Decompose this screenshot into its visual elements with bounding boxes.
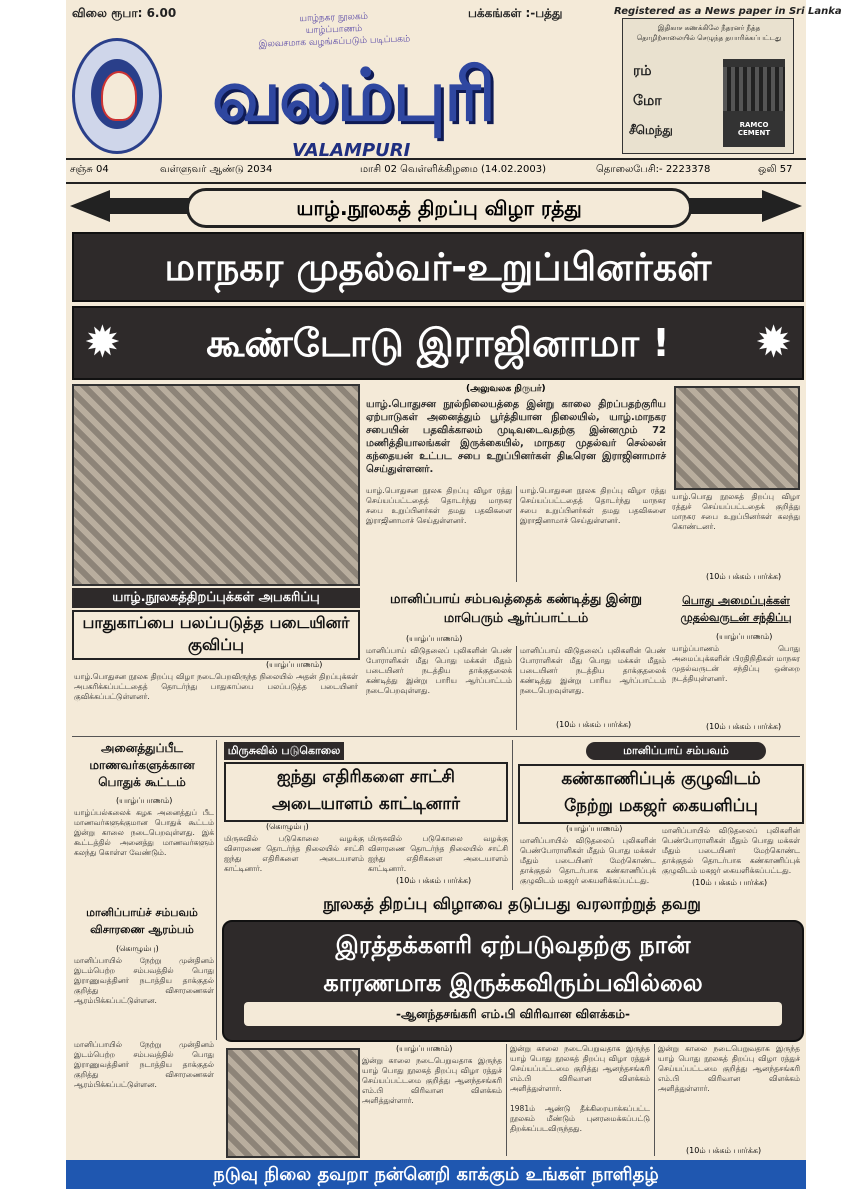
ananda-column-2: இன்று காலை நடைபெறுவதாக இருந்த யாழ் பொது நூலகத் திறப்பு விழா ரத்துச் செய்யப்பட்டமை குறித்து ஆனந்தசங்கரி எம்.பி விரிவான விளக்கம் அளித்துள்ளார். (510, 1044, 650, 1093)
masthead-title: வலம்புரி (211, 52, 494, 137)
price-label: விலை ரூபா: 6.00 (72, 6, 177, 20)
left-arrow-icon (70, 190, 110, 222)
kicker-banner (66, 186, 806, 226)
meeting-byline: (யாழ்ப்பாணம்) (716, 632, 773, 641)
committee-continued: (10ம் பக்கம் பார்க்க) (692, 878, 768, 887)
protest-headline: மானிப்பாய் சம்பவத்தைக் கண்டித்து இன்று மாபெரும் ஆர்ப்பாட்டம் (389, 592, 643, 626)
murder-kicker: மிருசுவில் படுகொலை (224, 742, 344, 760)
sun-icon: ✹ (755, 317, 792, 368)
ananda-portrait (226, 1048, 360, 1158)
murder-column-1: மிருசுவில் படுகொலை வழக்கு விசாரணை தொடர்ந்த நிலையில் சாட்சி ஐந்து எதிரிகளை அடையாளம் காட்டினார். (224, 834, 364, 873)
conch-emblem-icon (72, 38, 162, 154)
temple-icon (723, 67, 785, 111)
library-byline: (யாழ்ப்பாணம்) (266, 660, 323, 669)
ananda-headline-line: காரணமாக இருக்கவிரும்பவில்லை (323, 969, 703, 997)
stamp-line: யாழ்ப்பாணம் (305, 24, 363, 36)
right-arrow-icon (762, 190, 802, 222)
registered-label: Registered as a News paper in Sri Lanka (614, 6, 842, 17)
inquiry-byline: (கொழும்பு) (116, 944, 159, 953)
committee-headline (518, 764, 804, 824)
murder-continued: (10ம் பக்கம் பார்க்க) (396, 876, 472, 885)
ad-word: ரம் (633, 63, 652, 79)
murder-column-2: மிருசுவில் படுகொலை வழக்கு விசாரணை தொடர்ந்த நிலையில் சாட்சி ஐந்து எதிரிகளை அடையாளம் காட்டினார். (368, 834, 508, 873)
dateline (66, 158, 806, 184)
ad-word: மோ (633, 93, 662, 109)
meeting-continued: (10ம் பக்கம் பார்க்க) (706, 722, 782, 731)
protest-byline: (யாழ்ப்பாணம்) (406, 634, 463, 643)
lead-byline: (அலுவலக நிருபர்) (466, 384, 546, 394)
newspaper-page (66, 0, 842, 1189)
murder-headline (224, 762, 508, 822)
ananda-kicker: நூலகத் திறப்பு விழாவை தடுப்பது வரலாற்றுத் தவறு (323, 894, 701, 913)
ananda-dateline: (யாழ்ப்பாணம்) (396, 1044, 453, 1053)
ananda-column-1: இன்று காலை நடைபெறுவதாக இருந்த யாழ் பொது நூலகத் திறப்பு விழா ரத்துச் செய்யப்பட்டமை குறித்து ஆனந்தசங்கரி எம்.பி விரிவான விளக்கம் அளித்துள்ளார். (362, 1056, 502, 1105)
murder-byline: (கொழும்பு) (266, 822, 309, 831)
lead-continued: (10ம் பக்கம் பார்க்க) (706, 572, 782, 581)
lead-column-2: யாழ்.பொதுசன நூலக திறப்பு விழா ரத்து செய்யப்பட்டதைத் தொடர்ந்து மாநகர சபை உறுப்பினர்கள் தமது பதவிகளை இராஜினாமாச் செய்துள்ளனர். (520, 486, 666, 525)
ananda-byline: -ஆனந்தசங்கரி எம்.பி விரிவான விளக்கம்- (244, 1002, 782, 1026)
lead-column-1: யாழ்.பொதுசன நூலக திறப்பு விழா ரத்து செய்யப்பட்டதைத் தொடர்ந்து மாநகர சபை உறுப்பினர்கள் தமது பதவிகளை இராஜினாமாச் செய்துள்ளனர். (366, 486, 512, 525)
stamp-line: இலவசமாக வழங்கப்படும் படிப்பகம் (258, 34, 411, 50)
protest-column-2: மானிப்பாய் விடுதலைப் புலிகளின் பெண் போராளிகள் மீது பொது மக்கள் மீதும் படையினர் நடத்திய தாக்குதலைக் கண்டித்து இன்று பாரிய ஆர்ப்பாட்டம் நடைபெறவுள்ளது. (520, 646, 666, 695)
students-headline-line: மாணவர்களுக்கான (89, 758, 195, 772)
main-headline-1: மாநகர முதல்வர்-உறுப்பினர்கள் (72, 232, 804, 302)
ananda-column-3: இன்று காலை நடைபெறுவதாக இருந்த யாழ் பொது நூலகத் திறப்பு விழா ரத்துச் செய்யப்பட்டமை குறித்து ஆனந்தசங்கரி எம்.பி விரிவான விளக்கம் அளித்துள்ளார். (658, 1044, 800, 1093)
portrait-photo (674, 386, 800, 490)
year-label: வள்ளுவர் ஆண்டு 2034 (160, 164, 273, 175)
ad-word: சீமெந்து (629, 123, 673, 137)
ananda-headline (222, 920, 804, 1042)
committee-column-1: மானிப்பாயில் விடுதலைப் புலிகளின் பெண்போராளிகள் மீதும் பொது மக்கள் மீதும் படையினர் மேற்கொண்ட தாக்குதல் தொடர்பாக கண்காணிப்புக் குழுவிடம் மகஜர் கையளிக்கப்பட்டது. (520, 836, 656, 885)
committee-column-2: மானிப்பாயில் விடுதலைப் புலிகளின் பெண்போராளிகள் மீதும் பொது மக்கள் மீதும் படையினர் மேற்கொண்ட தாக்குதல் தொடர்பாக கண்காணிப்புக் குழுவிடம் மகஜர் கையளிக்கப்பட்டது. (662, 826, 800, 875)
issue-label: சஞ்சு 04 (70, 164, 109, 175)
protest-continued: (10ம் பக்கம் பார்க்க) (556, 720, 632, 729)
stamp-line: யாழ்நகர நூலகம் (299, 11, 369, 25)
inquiry-headline-line: மானிப்பாய்ச் சம்பவம் (86, 906, 198, 919)
ad-brand: RAMCO CEMENT (737, 121, 771, 137)
murder-headline-line: அடையாளம் காட்டினார் (272, 794, 460, 814)
students-text: யாழ்ப்பல்கலைக் கழக அனைத்துப் பீட மாணவர்களுக்குமான பொதுக் கூட்டம் இன்று காலை நடைபெறவுள்ளது. இக் கூட்டத்தில் அனைத்து மாணவர்களும் கலந்து கொள்ள வேண்டும். (74, 808, 214, 857)
cement-advertisement (622, 18, 794, 154)
library-keys-headline: யாழ்.நூலகத்திறப்புக்கள் அபகரிப்பு (72, 588, 360, 608)
protest-column-1: மானிப்பாய் விடுதலைப் புலிகளின் பெண் போராளிகள் மீது பொது மக்கள் மீதும் படையினர் நடத்திய தாக்குதலைக் கண்டித்து இன்று பாரிய ஆர்ப்பாட்டம் நடைபெறவுள்ளது. (366, 646, 512, 695)
students-headline (72, 740, 212, 791)
inquiry-headline-line: விசாரணை ஆரம்பம் (90, 923, 194, 936)
committee-byline: (யாழ்ப்பாணம்) (566, 824, 623, 833)
ananda-headline-line: இரத்தக்களரி ஏற்படுவதற்கு நான் (335, 931, 691, 959)
portrait-caption: யாழ்.பொது நூலகத் திறப்பு விழா ரத்துச் செய்யப்பட்டதைக் குறித்து மாநகர சபை உறுப்பினர்கள் கலந்து கொண்டனர். (672, 492, 800, 531)
masthead-subtitle: VALAMPURI (292, 140, 411, 161)
ananda-continued: (10ம் பக்கம் பார்க்க) (686, 1146, 762, 1155)
pages-label: பக்கங்கள் :-பத்து (468, 6, 563, 20)
students-byline: (யாழ்ப்பாணம்) (116, 796, 173, 805)
number-label: ஒலி 57 (758, 164, 793, 175)
main-headline-2 (72, 306, 804, 380)
inquiry-text: மானிப்பாயில் நேற்று முன்தினம் இடம்பெற்ற சம்பவத்தில் பொது இராணுவத்தினர் நடாத்திய தாக்குதல் குறித்து விசாரணைகள் ஆரம்பிக்கப்பட்டுள்ளன. (74, 956, 214, 1005)
main-headline-2-text: கூண்டோடு இராஜினாமா ! (206, 321, 670, 365)
kicker-headline: யாழ்.நூலகத் திறப்பு விழா ரத்து (186, 188, 692, 228)
library-text: யாழ்.பொதுசன நூலக திறப்பு விழா நடைபெறவிருந்த நிலையில் அதன் திறப்புக்கள் அபகரிக்கப்பட்டதைத் தொடர்ந்து பாதுகாப்பை பலப்படுத்த படையினர் குவிக்கப்பட்டுள்ளனர். (74, 672, 358, 701)
ramco-logo (723, 59, 785, 147)
library-photo (72, 384, 360, 586)
sun-icon: ✹ (84, 317, 121, 368)
security-headline: பாதுகாப்பை பலப்படுத்த படையினர் குவிப்பு (72, 610, 360, 660)
students-headline-line: பொதுக் கூட்டம் (98, 775, 186, 789)
murder-headline-line: ஐந்து எதிரிகளை சாட்சி (276, 767, 455, 787)
committee-kicker: மானிப்பாய் சம்பவம் (586, 742, 766, 760)
meeting-headline: பொது அமைப்புக்கள் முதல்வருடன் சந்திப்பு (680, 594, 792, 624)
date-label: மாசி 02 வெள்ளிக்கிழமை (14.02.2003) (360, 164, 547, 175)
ananda-column-2b: 1981ம் ஆண்டு தீக்கிரையாக்கப்பட்ட நூலகம் மீண்டும் புனரமைக்கப்பட்டு திறக்கப்படவிருந்தது. (510, 1104, 650, 1133)
phone-label: தொலைபேசி:- 2223378 (596, 164, 711, 175)
lead-text: யாழ்.பொதுசன நூல்நிலையத்தை இன்று காலை திறப்பதற்குரிய ஏற்பாடுகள் அனைத்தும் பூர்த்தியான நிலையில், யாழ்.மாநகர சபையின் பதவிக்காலம் முடிவடைவதற்கு இன்னமும் 72 மணித்தியாலங்கள் இருக்கையில், மாநகர முதல்வர் செல்லன் கந்தையன் உட்பட சபை உறுப்பினர்கள் திடீரென இராஜினாமாச் செய்துள்ளனர். (366, 399, 666, 475)
inquiry-headline (72, 904, 212, 938)
committee-headline-line: கண்காணிப்புக் குழுவிடம் (561, 769, 761, 789)
students-headline-line: அனைத்துப்பீட (101, 741, 183, 755)
ad-text: இதிகாச கணக்கிலே நீதரனர் நீத்த தொழிற்சாலையில் செழுந்த தயாரிக்கப்பட்டது (636, 24, 782, 42)
footer-slogan: நடுவு நிலை தவறா நன்னெறி காக்கும் உங்கள் நாளிதழ் (66, 1160, 806, 1189)
inquiry-column-continued: மானிப்பாயில் நேற்று முன்தினம் இடம்பெற்ற சம்பவத்தில் பொது இராணுவத்தினர் நடாத்திய தாக்குதல் குறித்து விசாரணைகள் ஆரம்பிக்கப்பட்டுள்ளன. (74, 1040, 214, 1089)
meeting-text: யாழ்ப்பாணம் பொது அமைப்புக்களின் பிரதிநிதிகள் மாநகர முதல்வருடன் சந்திப்பு ஒன்றை நடத்தியுள்ளனர். (672, 644, 800, 683)
committee-headline-line: நேற்று மகஜர் கையளிப்பு (564, 796, 758, 816)
